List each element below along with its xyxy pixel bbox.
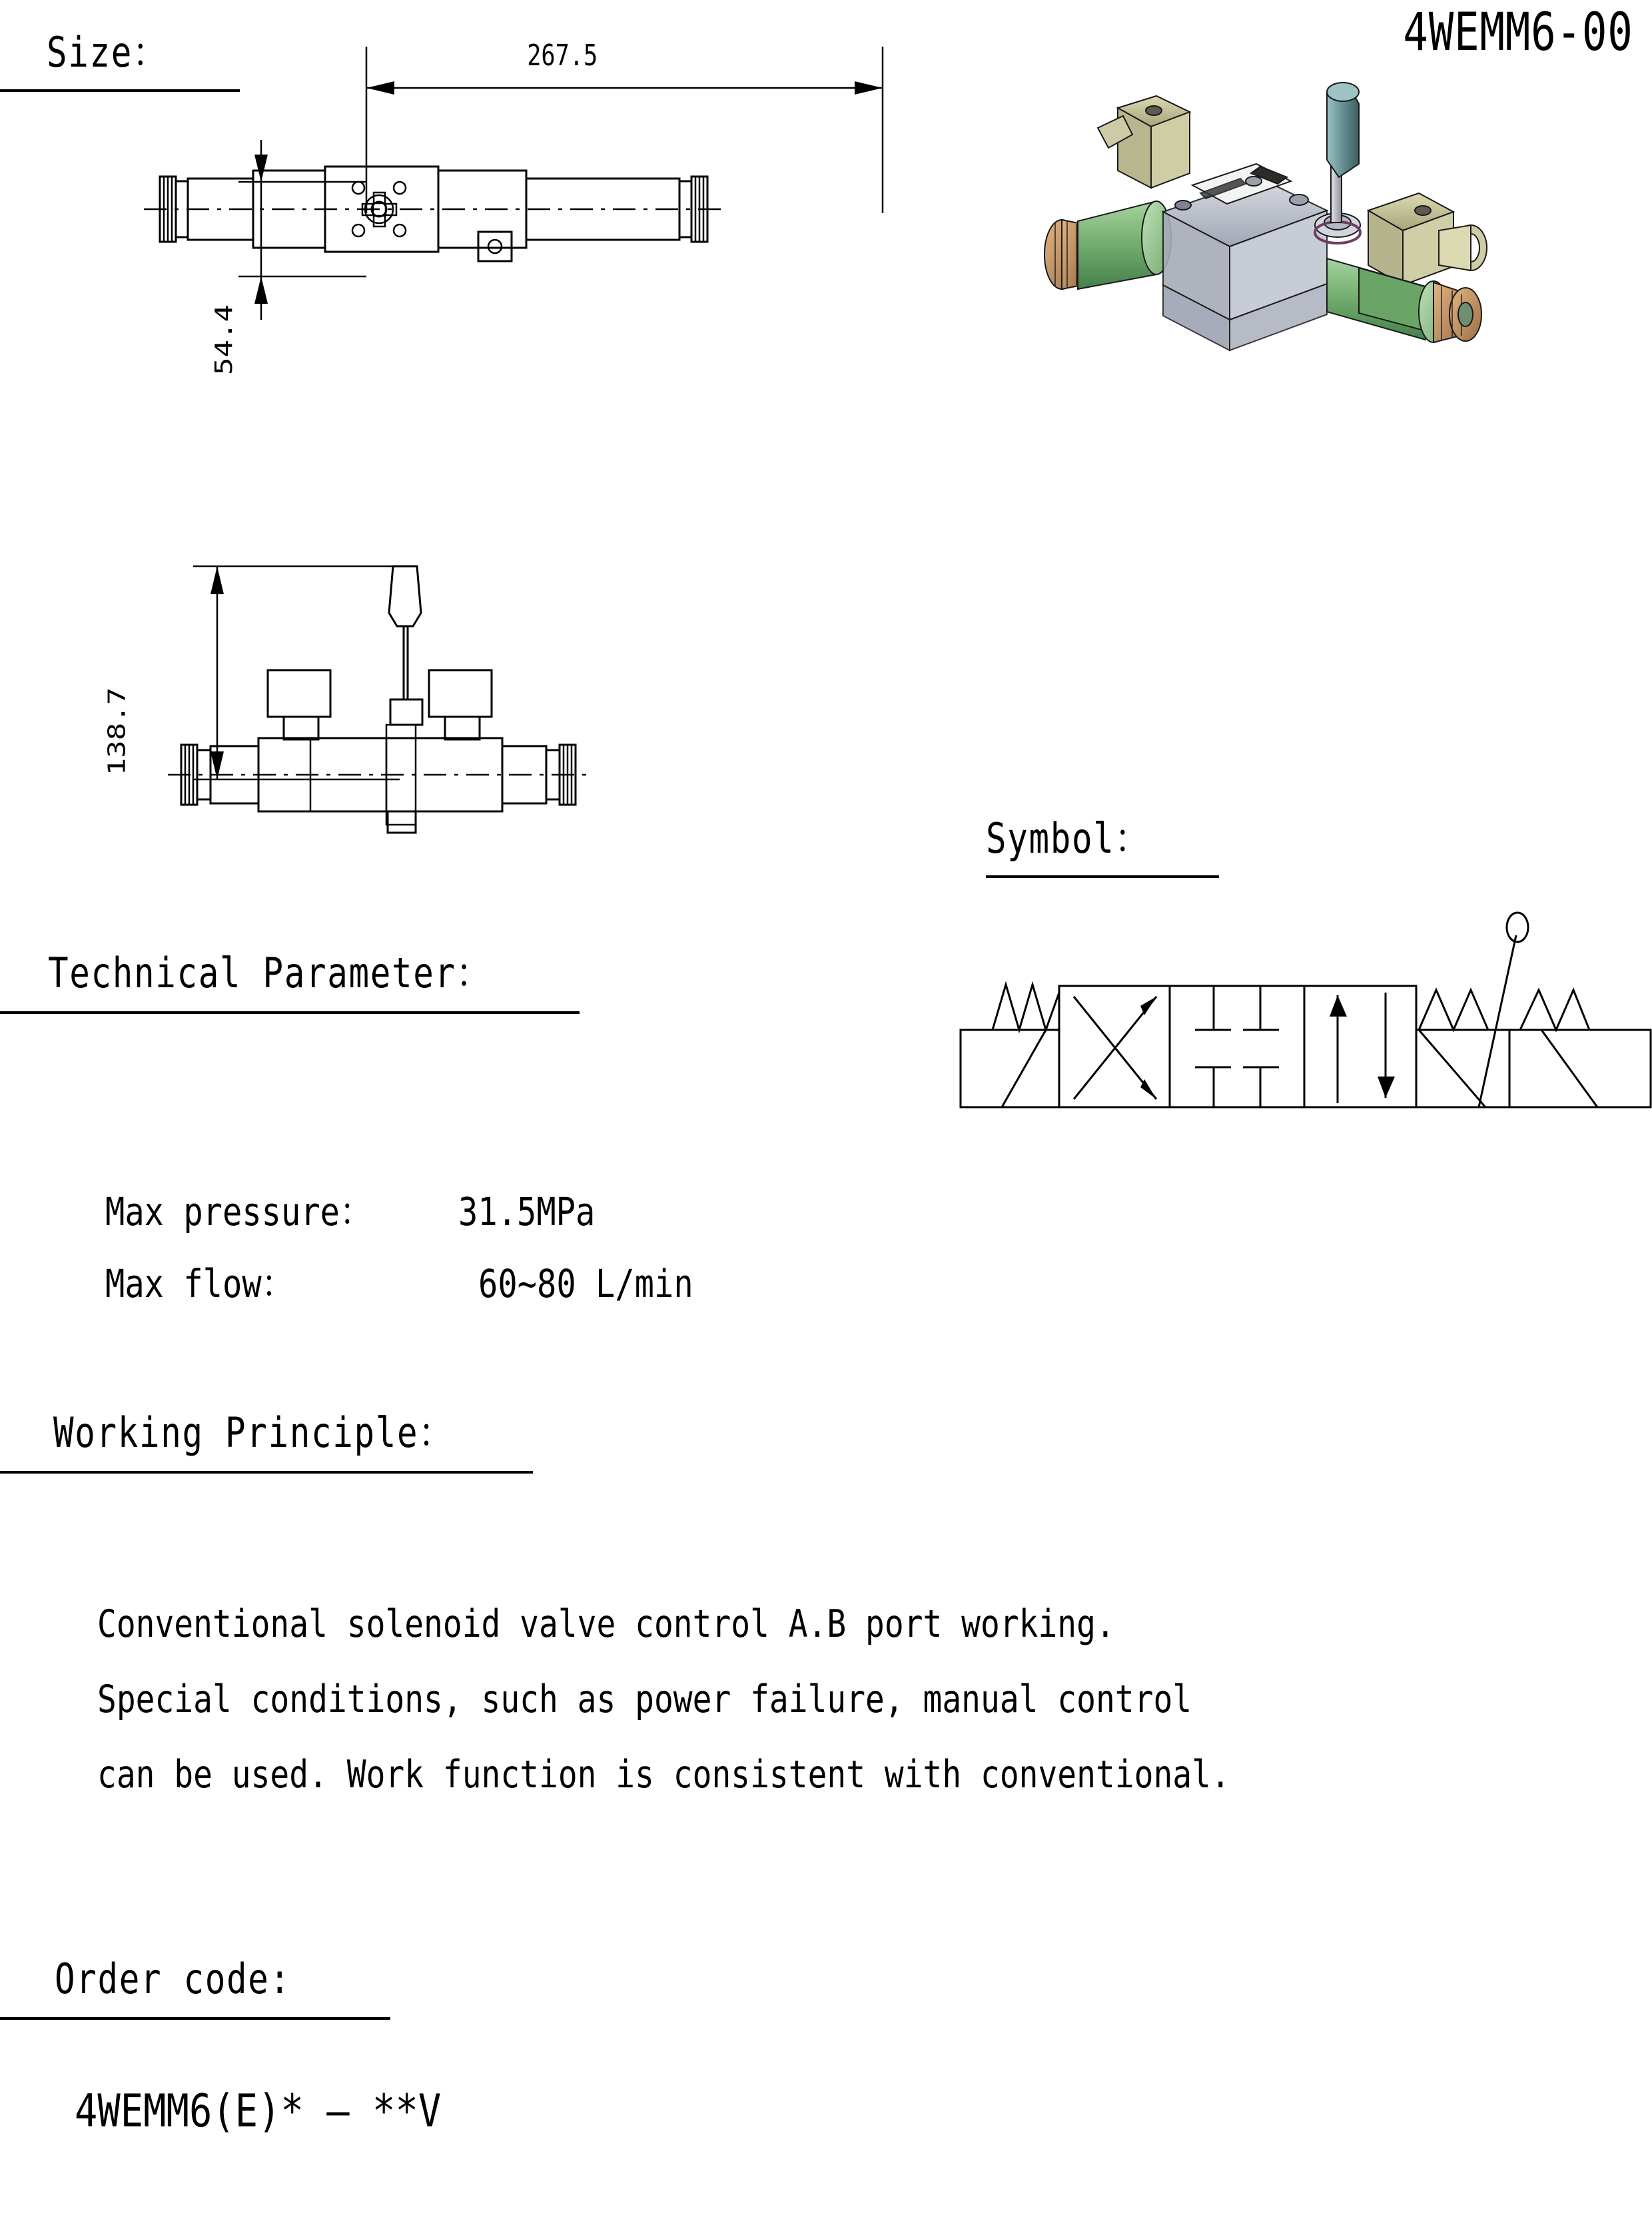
size-top-view	[80, 40, 959, 440]
symbol-right-spring	[1419, 990, 1589, 1030]
working-principle-line: can be used. Work function is consistent with conventional.	[97, 1753, 1230, 1797]
technical-parameter-heading-rule	[0, 1011, 580, 1014]
model-code-title: 4WEMM6-00	[1403, 3, 1633, 63]
working-principle-heading-group	[0, 1408, 560, 1474]
right-coil-box	[1368, 193, 1487, 285]
max-flow-label: Max flow：	[105, 1261, 294, 1306]
hydraulic-symbol-diagram	[953, 906, 1652, 1106]
dimension-overall-height-label	[103, 660, 171, 793]
symbol-section-heading-group	[986, 814, 1239, 878]
manual-lever-outline	[389, 566, 422, 725]
left-coil-box-outline	[268, 670, 330, 717]
max-flow-value: 60~80 L/min	[478, 1261, 693, 1306]
symbol-left-spring	[993, 985, 1059, 1030]
symbol-right-solenoid	[1416, 1030, 1651, 1107]
dimension-body-height-text: 54.4	[210, 304, 238, 375]
parameter-row	[105, 1189, 905, 1264]
order-code-heading-rule	[0, 2017, 390, 2020]
right-coil-box-outline	[429, 670, 492, 717]
valve-3d-render	[1026, 100, 1652, 380]
dimension-body-height-label	[210, 293, 264, 380]
technical-parameter-heading-group	[0, 949, 600, 1014]
order-code-heading-group	[0, 1955, 413, 2020]
size-heading: Size：	[47, 28, 168, 77]
dimension-overall-length	[366, 47, 883, 213]
size-front-view	[80, 546, 959, 919]
symbol-position-parallel	[1304, 986, 1416, 1107]
working-principle-line: Conventional solenoid valve control A.B port working.	[97, 1602, 1115, 1646]
max-pressure-value: 31.5MPa	[458, 1189, 596, 1234]
working-principle-heading: Working Principle：	[53, 1408, 454, 1457]
max-pressure-label: Max pressure：	[105, 1189, 372, 1234]
order-code-heading: Order code:	[55, 1955, 291, 2003]
symbol-heading: Symbol：	[986, 814, 1150, 863]
dimension-overall-height-text: 138.7	[103, 687, 131, 776]
technical-parameter-list	[105, 1189, 905, 1336]
symbol-heading-rule	[986, 875, 1219, 878]
order-code-value: 4WEMM6(E)* — **V	[75, 2085, 442, 2138]
symbol-position-crossed	[1059, 986, 1170, 1107]
manual-lever	[1327, 83, 1359, 222]
left-coil-box	[1098, 96, 1190, 188]
symbol-left-solenoid	[961, 1030, 1059, 1107]
valve-body-outline	[258, 738, 502, 811]
dimension-overall-height	[193, 566, 400, 779]
parameter-row	[105, 1261, 905, 1336]
working-principle-body	[97, 1602, 1496, 1797]
left-solenoid-assembly	[1044, 201, 1171, 289]
dimension-overall-length-text: 267.5	[527, 39, 598, 73]
technical-parameter-heading: Technical Parameter：	[48, 949, 492, 997]
working-principle-heading-rule	[0, 1471, 533, 1474]
dimension-overall-length-label	[518, 41, 606, 71]
symbol-position-closed-centre	[1170, 986, 1304, 1107]
symbol-manual-lever	[1479, 913, 1528, 1107]
valve-plan-outline	[144, 167, 725, 261]
working-principle-line: Special conditions, such as power failure, manual control	[97, 1677, 1192, 1721]
